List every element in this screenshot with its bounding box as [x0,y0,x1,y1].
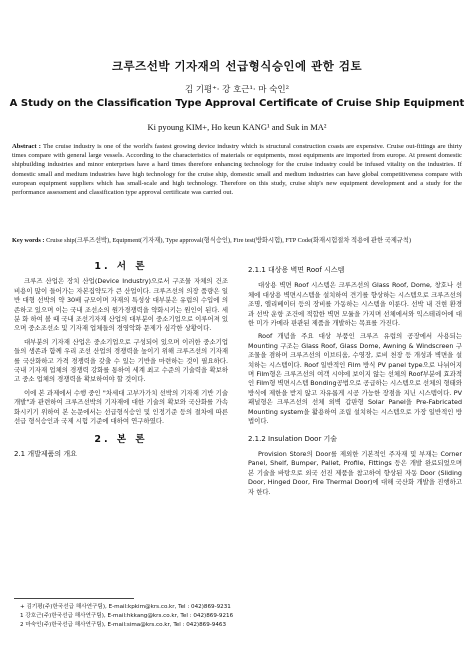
footnote-2: 1 강호근(주)한국선급 해사연구팀), E-mail:hkkang@krs.co.kr, Tel : 042)869-9216 [20,613,234,619]
keywords-label: Key words : [12,237,45,244]
footnote-divider [14,598,134,599]
abstract-text: The cruise industry is one of the world's fastest growing device industry which is structural construction coasts are expensive. Cruise out-fittings are thirty times compare with general large vessels. According to the characteristics of materials or equipments, most equipments are imported from europe. At present domestic shipbuilding industries and minor enterprises have a hard times therefore enhancing technology for the cruise industry could be infused vitality on the industries. If domestic small and medium industries have high technology for the cruise ship, domestic small and medium industries can have global competitiveness compare with european equipment suppliers which has small-scale and high technology. Therefore on this study, cruise ship's new equipment development and a study for the performance assessment and classification type approval certificate was carried out. [12,143,462,197]
roof-paragraph-1: 대상용 벽면 Roof 시스템은 크루즈선의 Glass Roof, Dome, 창호나 선체에 대상용 벽면시스템을 설치하여 견기를 향상하는 시스템으로 크루즈선의 조명, 엘리베이터 등의 장비를 가동하는 시스템을 이룬다. 선박 내 건현 환경과 선박 운항 조건에 적합한 벽면 모듈을 가지며 선체에서와 익스테리어에 대한 미가 카메라 판관된 제품을 개발하는 목표를 가진다. [248,281,462,328]
section-heading-body: 2. 본 론 [94,433,148,445]
right-column [248,262,462,501]
footnotes [20,603,460,630]
intro-paragraph-1: 크루즈 산업은 장치 산업(Device Industry)으로서 구조물 자체의 건조 비용이 많이 들어가는 자본집약도가 큰 산업이다. 크루즈선의 의장 품량은 일반 대형 선박의 약 30배 규모이며 자재의 특성상 대부분은 유럽의 수입에 의존하고 있으며 이는 국내 조선소의 원가경쟁력을 약화시키는 원인이 된다. 세분 화 하여 볼 때 국내 조선기자재 산업의 대부분이 중소기업으로 이루어져 있으며 중소조선소 및 기자재 업체들의 경영악화 문제가 심각한 상황이다. [14,277,228,333]
abstract-label: Abstract : [12,143,41,150]
title-english: A Study on the Classification Type Approval Certificate of Cruise Ship Equipment [9,98,465,109]
section-heading-introduction: 1. 서 론 [94,261,148,272]
intro-paragraph-3: 이에 본 과제에서 수행 중인 "차세대 고부가가치 선박의 기자재 기반 기술 개발"과 관련하여 크루즈선박의 기자재에 대한 기술의 확보와 국산화를 가속화시키기 위하여 본 논문에서는 선급형식승인 및 인정기준 등의 절차에 따른 선급 형식승인과 국제 시험 기준에 대하여 연구하였다. [14,388,228,426]
subsection-heading-2-1-1: 2.1.1 대상용 벽면 Roof 시스템 [248,266,345,274]
intro-paragraph-2: 대부분의 기자재 산업은 중소기업으로 구성되어 있으며 이러한 중소기업들의 생존과 함께 우리 조선 산업의 경쟁력을 높이기 위해 크루즈선의 기자재를 국산화하고 가격 경쟁력을 갖출 수 있는 기반을 마련하는 것이 필요하다. 국내 기자재 업체의 경쟁력 강화를 통하여 세계 최고 수준의 기술력을 확보하고 중소 업체의 경쟁력을 확보하여야 할 것이다. [14,337,228,384]
abstract [12,142,462,197]
footnote-1: + 김기평(주)한국선급 해사연구팀), E-mail:kpkim@krs.co.kr, Tel : 042)869-9231 [20,604,231,610]
authors-english: Ki pyoung KIM+, Ho keun KANG¹ and Suk in MA² [147,122,327,132]
authors-korean: 김 기평⁺· 강 호근¹· 마 숙인² [184,85,290,95]
keywords-text: Cruise ship(크루즈선박), Equipment(기자재), Type approval(형식승인), Fire test(방화시험), FTP Code(화재시험절차 적용에 관한 국제규칙) [46,237,412,244]
subsection-heading-2-1: 2.1 개발제품의 개요 [14,449,77,458]
title-korean: 크루즈선박 기자재의 선급형식승인에 관한 검토 [111,59,363,73]
door-paragraph: Provision Store의 Door를 제외한 기본적인 주자재 및 부재는 Corner Panel, Shelf, Bumper, Pallet, Profile, Fittings 등은 개발 완료되었으며 본 기술을 바탕으로 외국 선진 제품을 참고하여 향상된 자동 Door (Sliding Door, Hinged Door, Fire Thermal Door)에 대해 국산화 개발을 진행하고자 한다. [248,449,462,496]
subsection-heading-2-1-2: 2.1.2 Insulation Door 기술 [248,434,338,443]
footnote-3: 2 마숙인(주)한국선급 해사연구팀), E-mail:sima@krs.co.kr, Tel : 042)869-9463 [20,622,227,628]
keywords [12,236,462,245]
left-column [14,262,228,465]
roof-paragraph-2: Roof 개념을 주요 대상 부품인 크루즈 유럽의 공장에서 사용되는 Mounting 구조는 Glass Roof, Glass Dome, Awning & Windscreen 구조물을 겸하며 크루즈선의 이브티움, 수영장, 로비 천장 등 개성과 벽면을 설치하는 시스템이다. Roof 일반적인 Film 방식 PV panel type으로 나뉘어지며 Film형은 크루즈선의 여객 시야에 보이지 않는 선체의 Roof부분에 효과적인 Film형 벽면시스템 Bonding공법으로 공급하는 시스템으로 선체의 형태와 방식에 제한을 받지 않고 자유롭게 시공 가능한 장점을 지닌 시스템이다. PV 패널형은 크루즈선의 선체 외벽 갑판형 Solar Panel을 Pre-Fabricated Mounting system을 활용하여 조립 설치하는 시스템으로 가장 일반적인 방법이다. [248,332,462,426]
